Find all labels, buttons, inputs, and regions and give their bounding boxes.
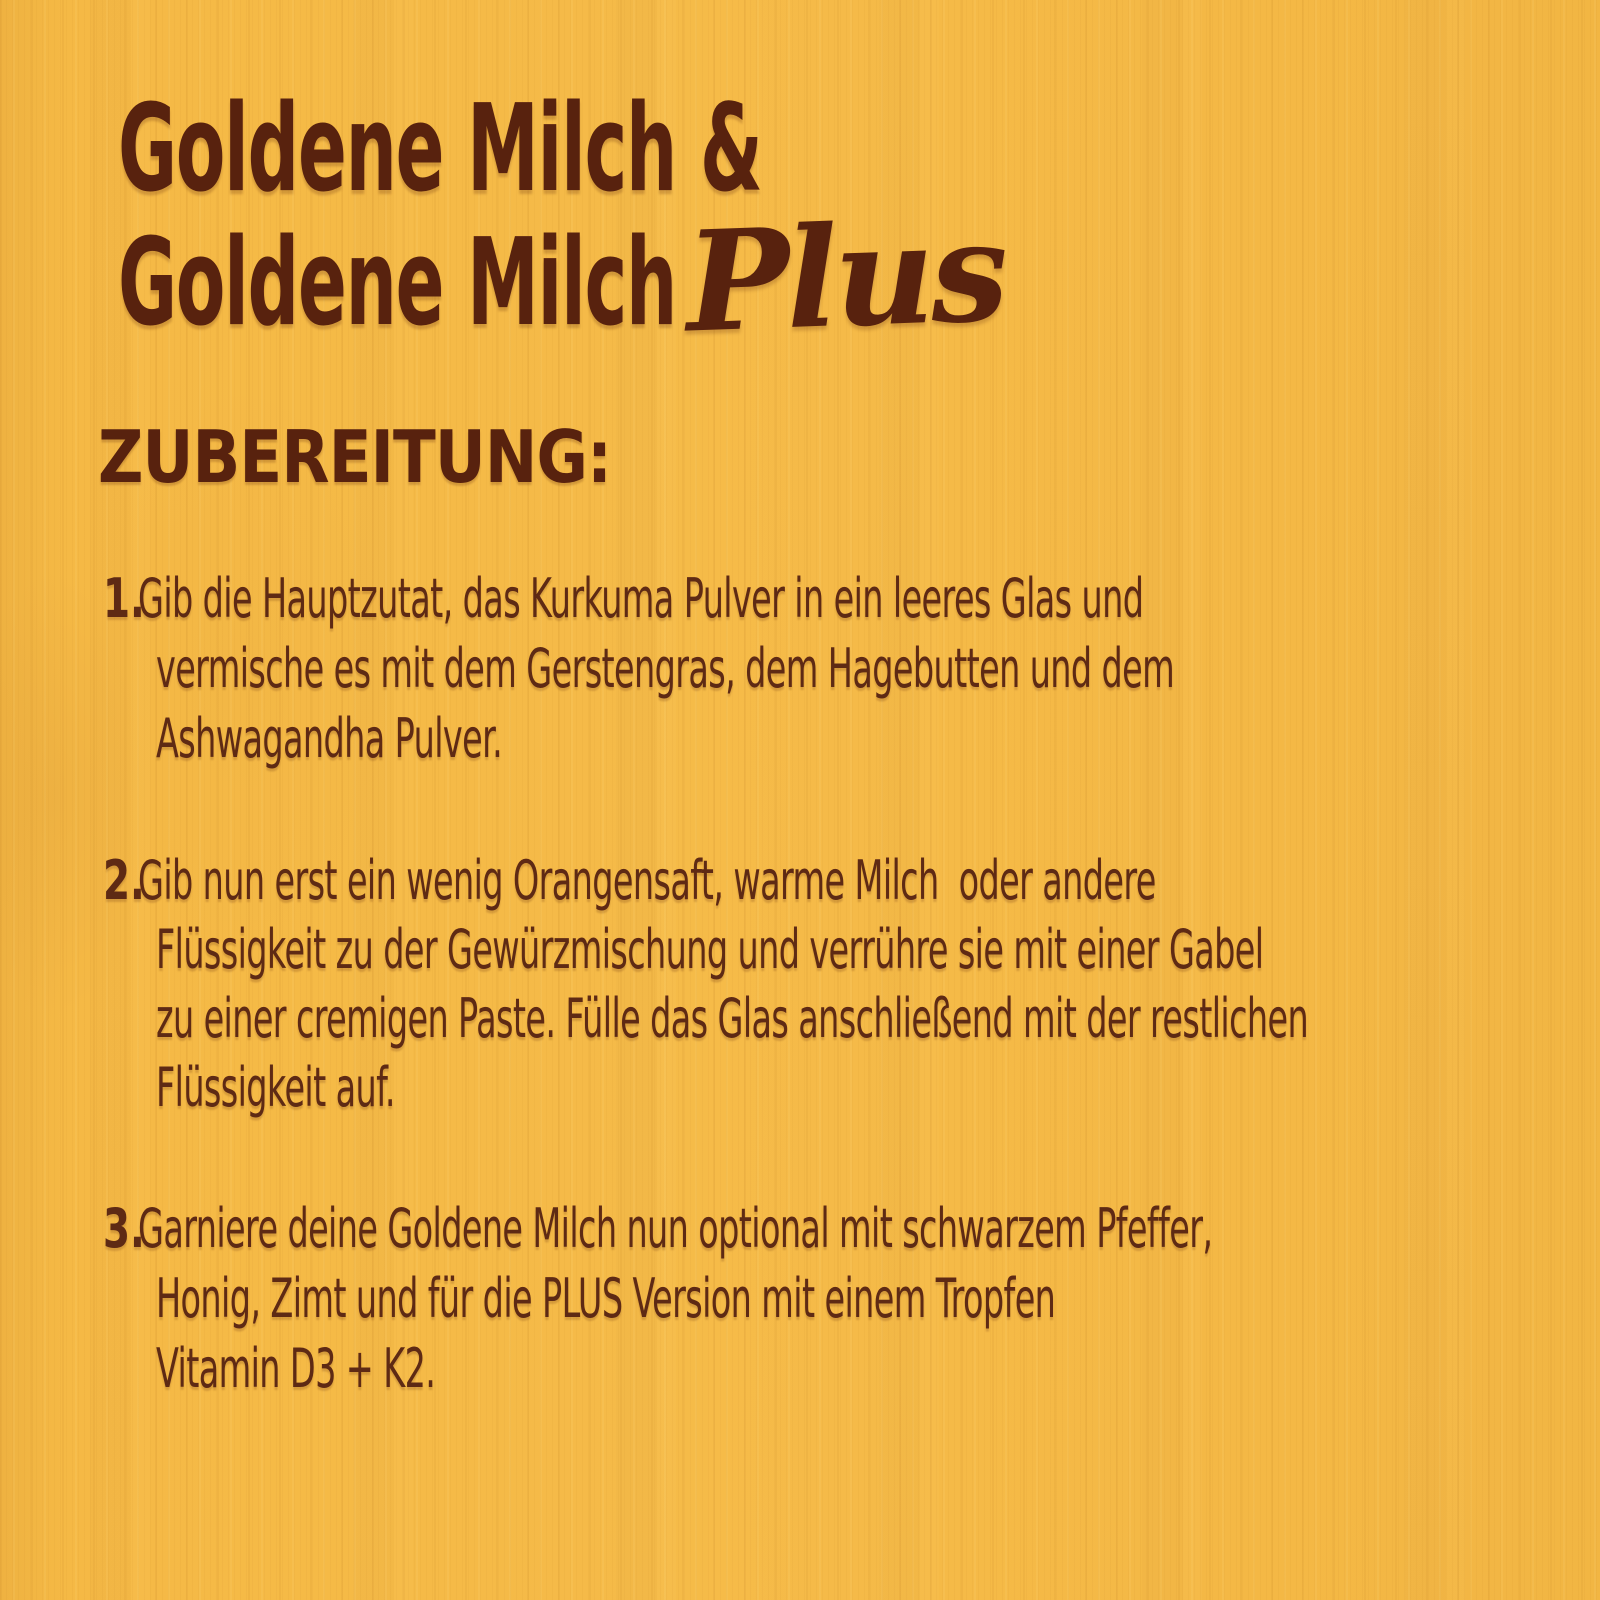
step-1-number: 1. bbox=[103, 567, 145, 630]
step-3-line-1: Garniere deine Goldene Milch nun optional mit schwarzem Pfeffer, bbox=[138, 1197, 1213, 1260]
step-1-line-1: Gib die Hauptzutat, das Kurkuma Pulver in ein leeres Glas und bbox=[138, 567, 1144, 630]
step-2-line-4: Flüssigkeit auf. bbox=[156, 1056, 395, 1119]
step-3-line-3: Vitamin D3 + K2. bbox=[156, 1337, 436, 1400]
title-line-2 bbox=[118, 214, 1191, 353]
step-2-line-3: zu einer cremigen Paste. Fülle das Glas anschließend mit der restlichen bbox=[156, 987, 1309, 1050]
poster-title bbox=[118, 80, 1191, 364]
step-1 bbox=[103, 564, 1600, 774]
step-2-line-2: Flüssigkeit zu der Gewürzmischung und verrühre sie mit einer Gabel bbox=[156, 918, 1264, 981]
title-line-2-text: Goldene Milch bbox=[118, 214, 677, 353]
step-3-number: 3. bbox=[103, 1197, 145, 1260]
title-script-plus: Plus bbox=[683, 189, 1007, 364]
step-3 bbox=[103, 1194, 1600, 1404]
step-1-line-2: vermische es mit dem Gerstengras, dem Hagebutten und dem bbox=[156, 637, 1175, 700]
step-2-line-1: Gib nun erst ein wenig Orangensaft, warme Milch oder andere bbox=[138, 849, 1156, 912]
step-3-text bbox=[138, 1194, 1600, 1404]
title-line-1-text: Goldene Milch & bbox=[118, 80, 762, 219]
step-1-text bbox=[138, 564, 1600, 774]
step-1-line-3: Ashwagandha Pulver. bbox=[156, 707, 503, 770]
step-2-text bbox=[138, 846, 1600, 1122]
step-2-number: 2. bbox=[103, 849, 145, 912]
step-2 bbox=[103, 846, 1600, 1122]
section-heading bbox=[98, 417, 688, 497]
title-line-1 bbox=[118, 80, 1191, 219]
step-3-line-2: Honig, Zimt und für die PLUS Version mit einem Tropfen bbox=[156, 1267, 1056, 1330]
section-heading-text: ZUBEREITUNG: bbox=[98, 415, 612, 499]
